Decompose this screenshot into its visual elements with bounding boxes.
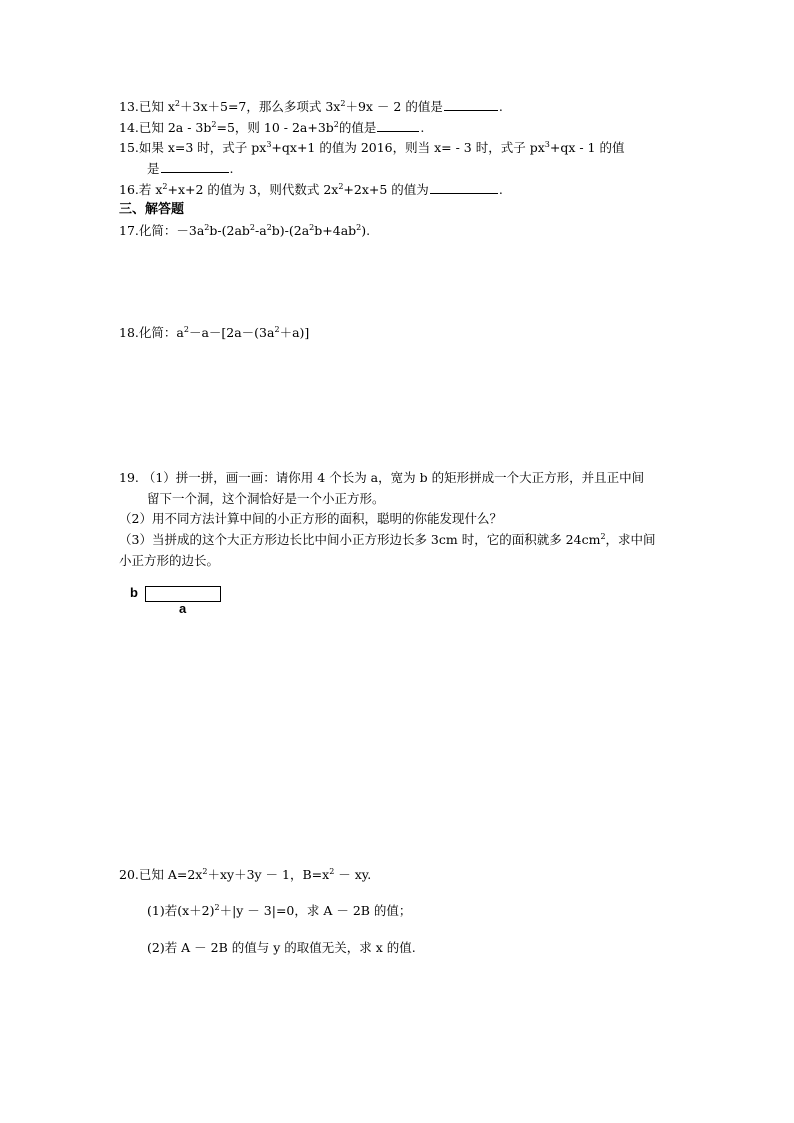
question-13: 13.已知 $x^2+3x+5=7$，那么多项式 $3x^2+9x - 2$ 的值是 . xyxy=(119,99,503,114)
question-16: 16.若 $x^2+x+2$ 的值为 3，则代数式 $2x^2+2x+5$ 的值为 . xyxy=(119,182,503,197)
figure-label-b: b xyxy=(130,585,138,600)
figure-label-a: a xyxy=(179,601,187,616)
question-20-part2: (2)若 A － 2B 的值与 y 的取值无关，求 x 的值. xyxy=(147,940,416,955)
answer-blank[interactable] xyxy=(444,98,498,111)
question-19-line5: 小正方形的边长。 xyxy=(119,553,220,568)
question-19-line1: 19. （1）拼一拼，画一画：请你用 4 个长为 a，宽为 b 的矩形拼成一个大正方形，并且正中间 xyxy=(119,470,645,485)
question-14: 14.已知 $2a - 3b^2=5$，则 $10 - 2a+3b^2$的值是 . xyxy=(119,120,425,135)
question-15-cont: 是 . xyxy=(147,161,234,176)
question-20-part1: (1)若$(x+2)^2+|y - 3|=0$，求 A － 2B 的值； xyxy=(147,903,412,918)
rectangle-figure xyxy=(145,586,221,602)
question-18: 18.化简：$a^2-a-[2a-(3a^2+a)]$ xyxy=(119,325,310,340)
question-15: 15.如果 x=3 时，式子 $px^3+qx+1$ 的值为 2016，则当 x= - 3 时，式子 $px^3+qx - 1$ 的值 xyxy=(119,140,625,155)
answer-blank[interactable] xyxy=(377,119,419,132)
section-heading: 三、解答题 xyxy=(119,202,185,217)
question-19-line4: （3）当拼成的这个大正方形边长比中间小正方形边长多 3cm 时，它的面积就多 $24cm^2$，求中间 xyxy=(119,532,656,547)
answer-blank[interactable] xyxy=(161,160,229,173)
question-19-line3: （2）用不同方法计算中间的小正方形的面积，聪明的你能发现什么？ xyxy=(119,511,502,526)
answer-blank[interactable] xyxy=(430,181,498,194)
question-19-line2: 留下一个洞，这个洞恰好是一个小正方形。 xyxy=(147,491,385,506)
question-17: 17.化简：$-3a^2b-(2ab^2-a^2b)-(2a^2b+4ab^2)$. xyxy=(119,223,371,238)
question-20: 20.已知 $A=2x^2+xy+3y - 1$，$B=x^2$ － xy. xyxy=(119,867,372,882)
